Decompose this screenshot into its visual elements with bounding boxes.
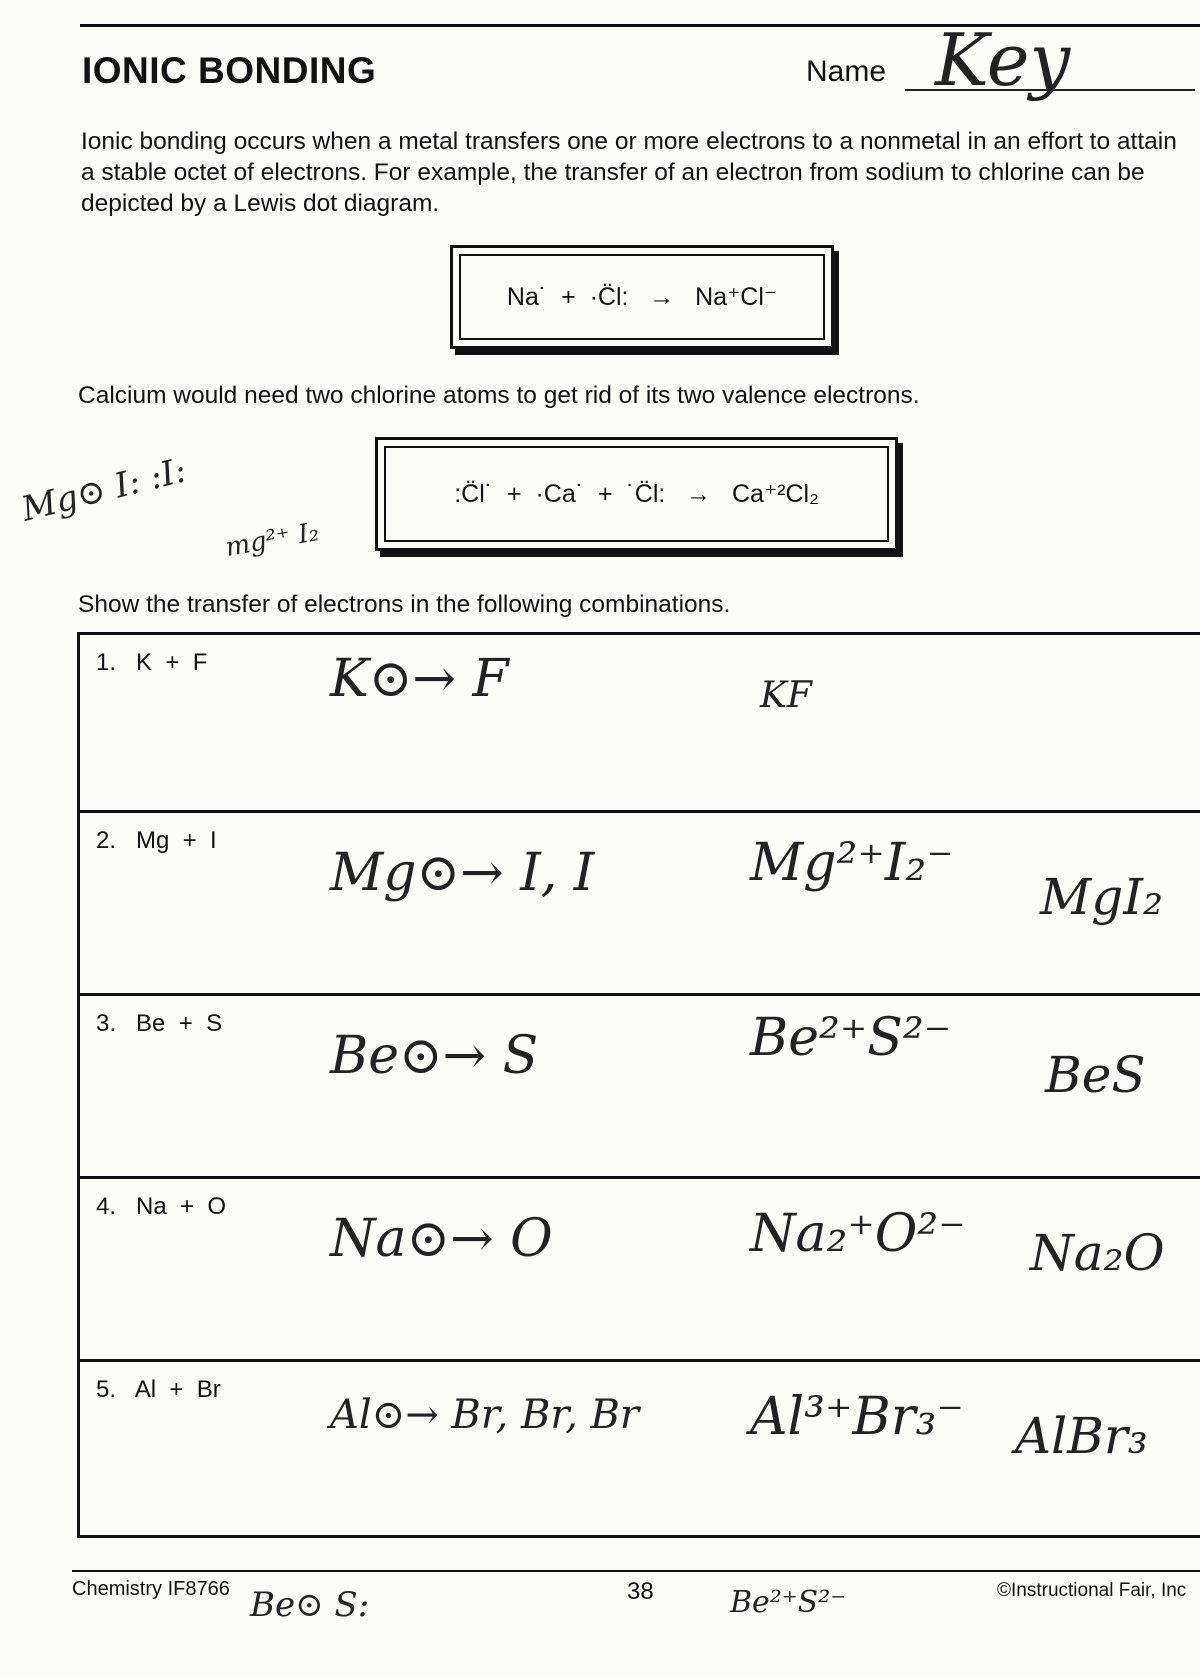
example-box-sodium-chlorine	[450, 245, 834, 349]
row-formula-handwriting[interactable]: BeS	[1045, 1046, 1146, 1104]
footer-handwriting: Be⊙ S:	[250, 1585, 370, 1625]
instruction-text: Show the transfer of electrons in the following combinations.	[78, 591, 731, 618]
footer-rule	[72, 1570, 1200, 1572]
example-equation-cacl2: :C̈l˙ + ·Ca˙ + ˙C̈l: → Ca⁺²Cl₂	[454, 480, 819, 508]
row-ions-handwriting[interactable]: Na₂⁺O²⁻	[750, 1204, 966, 1264]
row-label: 3. Be + S	[96, 1010, 223, 1037]
table-row	[80, 635, 1200, 813]
name-label: Name	[806, 55, 887, 88]
intro-paragraph: Ionic bonding occurs when a metal transfers one or more electrons to a nonmetal in an effort to attain a stable octet of electrons. For example, the transfer of an electron from sodium to chlorine can be depicted by a Lewis dot diagram.	[81, 128, 1177, 217]
example-equation-nacl: Na˙ + ·C̈l: → Na⁺Cl⁻	[506, 283, 778, 311]
row-work-handwriting[interactable]: Na⊙→ O	[330, 1209, 553, 1269]
row-ions-handwriting[interactable]: Be²⁺S²⁻	[750, 1008, 952, 1068]
footer-copyright: ©Instructional Fair, Inc	[997, 1580, 1187, 1601]
row-work-handwriting[interactable]: Al⊙→ Br, Br, Br	[330, 1392, 640, 1438]
row-label: 2. Mg + I	[96, 827, 217, 854]
table-row	[80, 813, 1200, 996]
row-formula-handwriting[interactable]: MgI₂	[1040, 868, 1163, 926]
row-ions-handwriting[interactable]: KF	[760, 675, 812, 716]
row-work-handwriting[interactable]: Mg⊙→ I, I	[330, 843, 595, 903]
calcium-text: Calcium would need two chlorine atoms to get rid of its two valence electrons.	[78, 382, 920, 409]
row-label: 4. Na + O	[96, 1193, 227, 1220]
margin-handwriting: Mg⊙ I: :I:	[17, 450, 191, 530]
table-row	[80, 1179, 1200, 1362]
footer-book-code: Chemistry IF8766	[72, 1578, 230, 1600]
row-label: 5. Al + Br	[96, 1376, 221, 1403]
example-box-inner	[384, 446, 889, 542]
name-handwritten: Key	[935, 18, 1071, 102]
footer-handwriting: Be²⁺S²⁻	[730, 1585, 847, 1620]
example-box-inner	[459, 254, 825, 340]
row-formula-handwriting[interactable]: AlBr₃	[1015, 1407, 1148, 1465]
table-row	[80, 996, 1200, 1179]
example-box-calcium-chlorine	[375, 437, 898, 551]
margin-handwriting: mg²⁺ I₂	[223, 517, 322, 563]
exercise-table	[77, 632, 1200, 1538]
row-work-handwriting[interactable]: Be⊙→ S	[330, 1026, 539, 1086]
row-formula-handwriting[interactable]: Na₂O	[1030, 1224, 1165, 1282]
page-title: IONIC BONDING	[82, 50, 377, 91]
row-ions-handwriting[interactable]: Mg²⁺I₂⁻	[750, 833, 954, 893]
row-label: 1. K + F	[96, 649, 208, 676]
footer-page-number: 38	[627, 1578, 654, 1605]
row-ions-handwriting[interactable]: Al³⁺Br₃⁻	[750, 1387, 964, 1447]
table-row	[80, 1362, 1200, 1538]
row-work-handwriting[interactable]: K⊙→ F	[330, 649, 509, 709]
